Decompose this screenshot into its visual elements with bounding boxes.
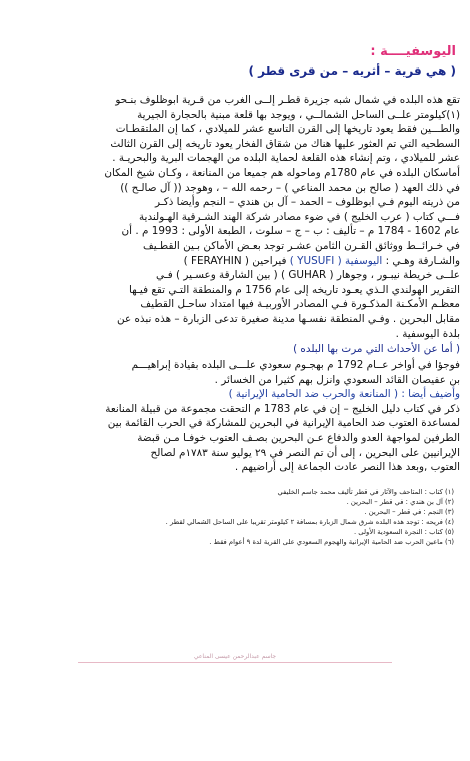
text-line: فـــي كتاب ( عرب الخليج ) في ضوء مصادر شركة الهند الشـرقية الهـولندية (138, 210, 460, 223)
text-line: أماسكان البلده في عام 1780م وماحوله هم جميعا من المنانعة ، وكـان شيخ المكان (104, 166, 460, 179)
footnotes (14, 487, 460, 547)
text-line: الطرفين لمواجهة العدو والدفاع عـن البحرين بصـف العتوب خوفـا مـن قبضة (137, 432, 460, 445)
section-heading-events: ( أما عن الأحداث التي مرت بها البلده ) (293, 343, 460, 356)
text-line: العتوب ,وبعد هذا النصر عادت الجماعة إلى أراضيهم . (234, 461, 460, 474)
footnote: (٤) فريحه : توجد هذه البلده شرق شمال الزبارة بمسافة ٢ كيلومتر تقريبا على الساحل الشمالي لقطر . (165, 517, 454, 526)
text-line: فوجؤا في أواخر عــام 1792 م بهجـوم سعودي علـــى البلده بقيادة إبراهيـــم (131, 359, 460, 372)
page-subtitle: ( هي قرية – أثريه – من قرى قطر ) (248, 64, 456, 78)
highlight-word: اليوسفية (345, 254, 383, 267)
text-line: معظـم الأمكـنة المذكـورة فـي المصادر الأوربيـة فيها امتداد ساحـل القطيف (140, 298, 460, 311)
document-body (14, 44, 460, 547)
text-line: التقرير الهولندي الـذي يعـود تاريخه إلى عام 1756 م والمنطقة التـي تقع فيـها (128, 283, 460, 296)
paragraph-war (14, 402, 460, 475)
footnote: (٦) ماعين الحرب ضد الحامية الإيرانية والهجوم السعودي على القرية لدة ٩ أعوام فقط . (209, 537, 454, 546)
text-line: والشـارقة وهـي : اليوسفية ( YUSUFI ) فيراحين ( FERAYHIN ) (183, 254, 460, 267)
text-line: علــى خريطة نيبـور ، وجوهار ( GUHAR ) ( بين الشارقة وعسـير ) فـي (156, 269, 460, 282)
text-line: لمساعدة العتوب ضد الحامية الإيرانية في البحرين للمشاركة في الحرب القائمة بين (107, 417, 460, 430)
text-line: في خـرائــط ووثائق القـرن الثامن عشـر توجد بعـض الأماكن بـين القطـيف (143, 239, 460, 252)
text-line: تقع هذه البلده في شمال شبه جزيرة قطـر إلــى الغرب من قـرية ابوظلوف بنـحو (115, 94, 460, 106)
text-line: عشر للميلادي ، وتم إنشاء هذه القلعة لحماية البلده من الهجمات البرية والبحريـة . (112, 152, 460, 165)
latin-term: ( YUSUFI ) (289, 254, 342, 267)
footnote: (٣) النجم : في قطر – البحرين . (364, 507, 454, 516)
text-line: من ذريته اليوم فـي ابوظلوف – الحمد – آل بن هندي – النجم وأيضا ذكـر (155, 196, 460, 209)
paragraph-intro (14, 93, 460, 341)
page-footer: جاسم عبدالرحمن عيسى المناعي (0, 653, 470, 660)
text-line: بن عفيصان القائد السعودي وانزل بهم كثيرا من الخسائر . (214, 373, 460, 386)
page-title: اليوسفيــــة : (370, 44, 456, 59)
footer-divider (78, 662, 392, 663)
text-line: السطحيه التي تم العثور عليها هناك من شقاق الفخار يعود تاريخه إلى القرن الثالث (110, 137, 460, 150)
text-line: في ذلك العهد ( صالح بن محمد المناعي ) – رحمه الله – ، وهوجد (( آل صالـح )) (120, 181, 460, 194)
text-line: بلدة اليوسفية . (395, 327, 460, 340)
text-line: (١)كيلومتر علــى الساحل الشمالــي ، ويوجد بها قلعة مبنية بالحجارة الجيرية (137, 108, 460, 121)
footnote: (٢) آل بن هندي : في قطر – البحرين . (346, 497, 454, 506)
footnote: (٥) كتاب : النجرة السعودية الأولى . (353, 527, 454, 536)
paragraph-events (14, 358, 460, 402)
text-line: عام 1602 - 1784 م – تأليف : ب – ج – سلوت ، الطبعة الأولى : 1993 م . أن (121, 225, 460, 238)
text-line: الإيرانيين على البحرين ، إلى أن تم النصر في ٢٩ يوليو سنة ١٧٨٣م لصالح (150, 446, 460, 459)
text-line: وأضيف أيضا : ( المنانعة والحرب ضد الحامية الإيرانية ) (228, 388, 460, 401)
text-line: والطـــين فقط يعود تاريخها إلى القرن التاسع عشر للميلادي ، كما إن الملتقطـات (115, 123, 460, 136)
text-line: مقابل البحرين . وفـي المنطقة نفسـها مدينة صغيرة تدعى الزبارة – هذه نبذه عن (117, 312, 460, 325)
text-line: ذكر في كتاب دليل الخليج – إن في عام 1783 م التحقت مجموعة من قبيلة المنانعة (105, 402, 460, 415)
footnote: (١) كتاب : المتاحف والآثار في قطر تأليف محمد جاسم الخليفي (277, 487, 454, 496)
